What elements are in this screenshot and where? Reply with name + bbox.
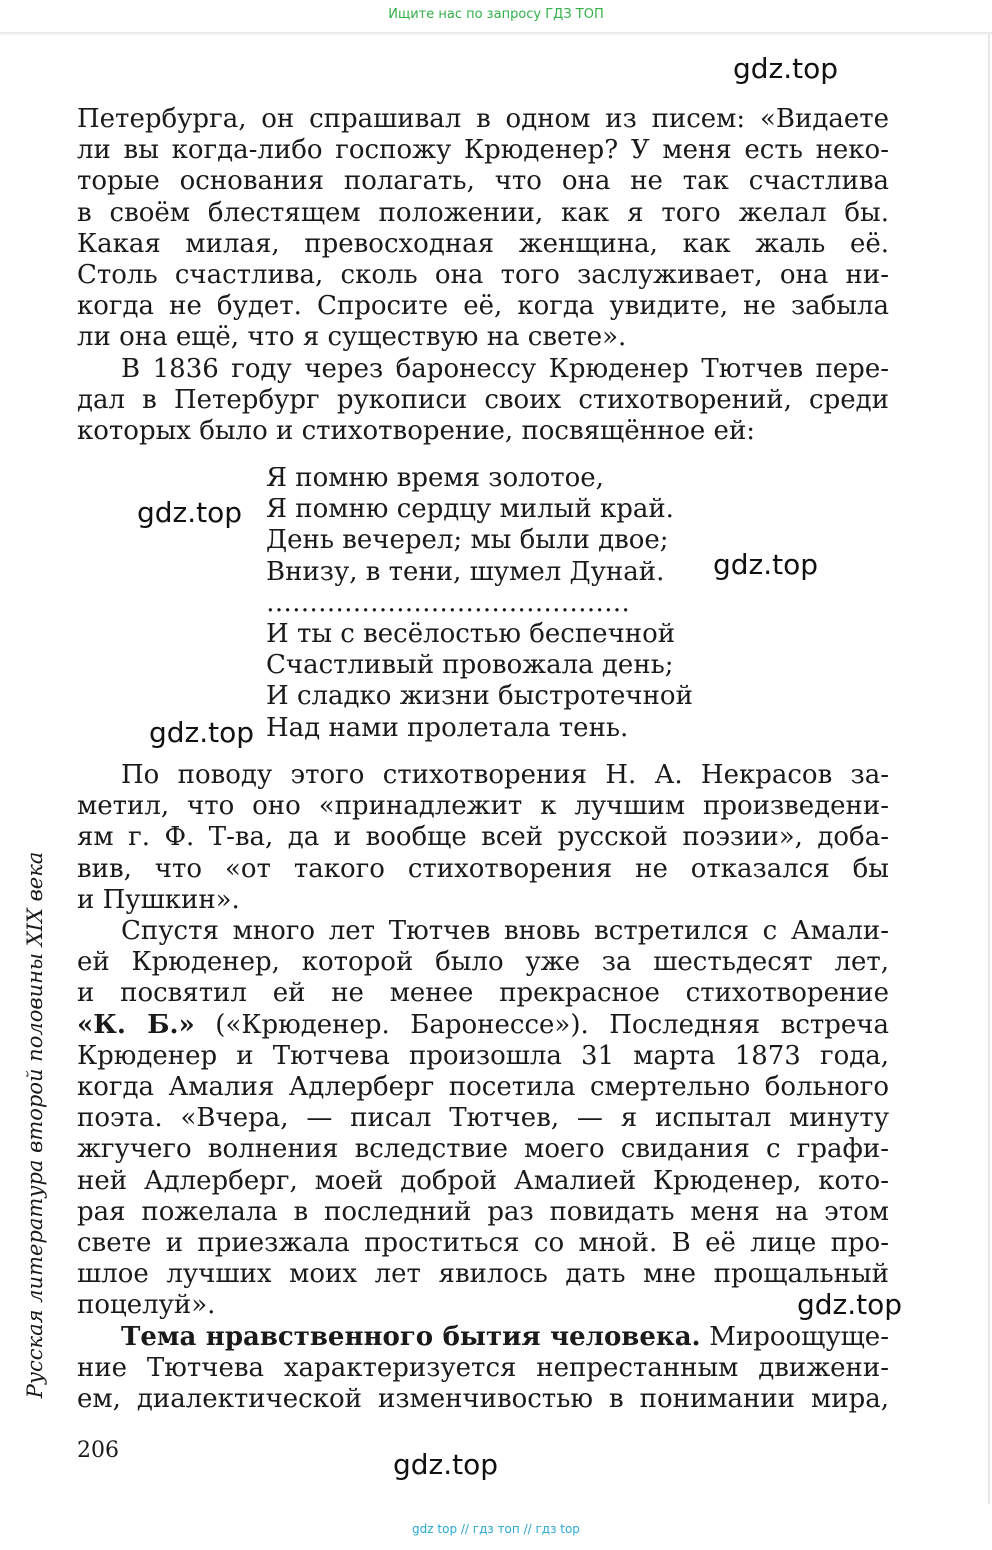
watermark: gdz.top <box>393 1448 499 1481</box>
page-number: 206 <box>77 1438 119 1463</box>
text-line: ей Крюденер, которой было уже за шестьдесят лет, <box>77 947 889 978</box>
text-line: рая пожелала в последний раз повидать меня на этом <box>77 1196 889 1227</box>
text-line: Петербурга, он спрашивал в одном из писем: «Видаете <box>77 104 889 134</box>
watermark: gdz.top <box>797 1288 903 1321</box>
poem-line: И сладко жизни быстротечной <box>266 681 693 712</box>
text-line: метил, что оно «принадлежит к лучшим произведени- <box>77 791 889 822</box>
text-line: в своём блестящем положении, как я того желал бы. <box>77 197 889 228</box>
text-line: когда Амалия Адлерберг посетила смертельно больного <box>77 1071 889 1102</box>
watermark: gdz.top <box>713 548 819 581</box>
footer-links[interactable]: gdz top // гдз топ // гдз top <box>412 1522 580 1536</box>
text-span: («Крюденер. Баронессе»). Последняя встреча <box>194 1009 889 1040</box>
text-line: шлое лучших моих лет явилось дать мне прощальный <box>77 1259 889 1290</box>
text-line: и Пушкин». <box>77 884 240 915</box>
running-title: Русская литература второй половины XIX века <box>23 851 47 1399</box>
paragraph-3 <box>77 760 889 916</box>
text-line: вив, что «от такого стихотворения не отказался бы <box>77 853 889 884</box>
text-line <box>77 1010 889 1041</box>
text-line: В 1836 году через баронессу Крюденер Тютчев пере- <box>121 354 889 384</box>
text-line: дал в Петербург рукописи своих стихотворений, среди <box>77 385 889 416</box>
text-line: ние Тютчева характеризуется непрестанным движени- <box>77 1353 889 1384</box>
poem-line: Внизу, в тени, шумел Дунай. <box>266 556 665 587</box>
text-line: Столь счастлива, сколь она того заслуживает, она ни- <box>77 259 889 290</box>
banner-shadow <box>0 32 992 36</box>
watermark: gdz.top <box>137 496 243 529</box>
watermark: gdz.top <box>149 716 255 749</box>
text-line: Какая милая, превосходная женщина, как жаль её. <box>77 228 889 259</box>
text-line: ли она ещё, что я существую на свете». <box>77 322 627 353</box>
text-line <box>77 1322 889 1353</box>
text-line: торые основания полагать, что она не так счастлива <box>77 166 889 197</box>
poem-line: И ты с весёлостью беспечной <box>266 618 676 649</box>
text-span: Мироощуще- <box>700 1322 889 1352</box>
poem-line: Я помню время золотое, <box>266 463 604 493</box>
text-line: поцелуй». <box>77 1290 216 1321</box>
text-line: Крюденер и Тютчева произошла 31 марта 1873 года, <box>77 1040 889 1071</box>
text-line: поэта. «Вчера, — писал Тютчев, — я испытал минуту <box>77 1103 889 1134</box>
paragraph-2 <box>77 354 889 448</box>
poem <box>266 463 693 744</box>
text-line: Спустя много лет Тютчев вновь встретился с Амали- <box>121 916 889 946</box>
text-line: и посвятил ей не менее прекрасное стихотворение <box>77 978 889 1009</box>
paragraph-1 <box>77 104 889 354</box>
page-edge <box>988 34 990 1504</box>
paragraph-4 <box>77 916 889 1321</box>
top-banner[interactable]: Ищите нас по запросу ГДЗ ТОП <box>388 7 604 22</box>
text-line: когда не будет. Спросите её, когда увидите, не забыла <box>77 291 889 322</box>
poem-line: Над нами пролетала тень. <box>266 712 629 743</box>
watermark: gdz.top <box>733 52 839 85</box>
section-heading: Тема нравственного бытия человека. <box>121 1322 701 1352</box>
text-line: ли вы когда-либо госпожу Крюденер? У меня есть неко- <box>77 135 889 166</box>
text-line: ем, диалектической изменчивостью в понимании мира, <box>77 1384 889 1415</box>
paragraph-5 <box>77 1322 889 1416</box>
text-line: свете и приезжала проститься со мной. В её лице про- <box>77 1227 889 1258</box>
text-line: которых было и стихотворение, посвящённое ей: <box>77 416 756 447</box>
text-line: ней Адлерберг, моей доброй Амалией Крюденер, кото- <box>77 1165 889 1196</box>
poem-ellipsis: …………………………………… <box>266 587 630 618</box>
poem-title-bold: «К. Б.» <box>77 1009 195 1040</box>
text-line: По поводу этого стихотворения Н. А. Некрасов за- <box>121 760 889 790</box>
text-line: ям г. Ф. Т-ва, да и вообще всей русской поэзии», доба- <box>77 822 889 853</box>
poem-line: День вечерел; мы были двое; <box>266 525 669 556</box>
poem-line: Счастливый провожала день; <box>266 650 674 681</box>
poem-line: Я помню сердцу милый край. <box>266 494 674 525</box>
text-line: жгучего волнения вследствие моего свидания с графи- <box>77 1134 889 1165</box>
